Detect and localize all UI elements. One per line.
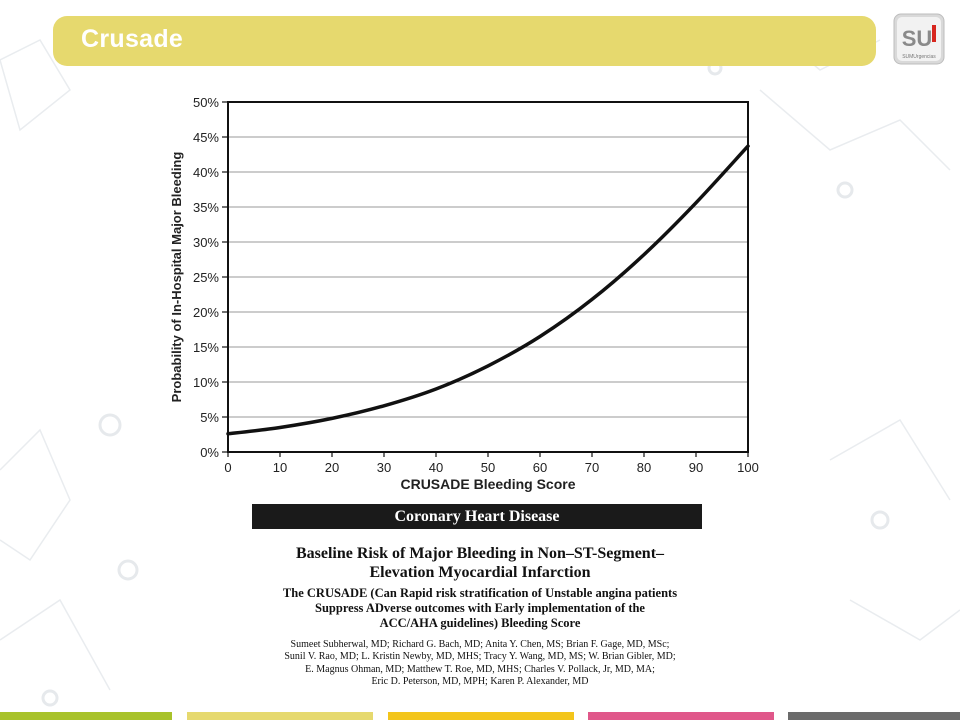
- author-line: Eric D. Peterson, MD, MPH; Karen P. Alexander, MD: [371, 675, 589, 687]
- footer-stripe: [788, 712, 960, 720]
- y-tick-label: 25%: [192, 270, 219, 285]
- article-authors: [200, 639, 760, 688]
- title-bar: [53, 16, 876, 66]
- x-tick-label: 50: [480, 460, 496, 475]
- y-tick-label: 5%: [200, 410, 219, 425]
- y-tick-label: 35%: [192, 200, 219, 215]
- article-subtitle-line: ACC/AHA guidelines) Bleeding Score: [379, 616, 581, 630]
- x-tick-label: 80: [636, 460, 652, 475]
- author-line: Sumeet Subherwal, MD; Richard G. Bach, MD; Anita Y. Chen, MS; Brian F. Gage, MD, MSc;: [290, 639, 670, 650]
- footer-stripe: [0, 712, 172, 720]
- x-tick-label: 0: [224, 460, 232, 475]
- y-tick-label: 15%: [192, 340, 219, 355]
- article-subtitle: [200, 586, 760, 631]
- section-label: Coronary Heart Disease: [394, 508, 560, 525]
- page-title: Crusade: [81, 25, 184, 53]
- x-tick-label: 10: [272, 460, 288, 475]
- x-tick-label: 60: [532, 460, 548, 475]
- su-logo-icon: [893, 13, 945, 65]
- article-subtitle-line: Suppress ADverse outcomes with Early implementation of the: [315, 601, 645, 615]
- y-tick-label: 45%: [192, 130, 219, 145]
- x-tick-label: 100: [737, 460, 759, 475]
- x-tick-label: 20: [324, 460, 340, 475]
- y-tick-label: 10%: [192, 375, 219, 390]
- y-tick-label: 40%: [192, 165, 219, 180]
- x-axis-title: CRUSADE Bleeding Score: [400, 476, 576, 492]
- article-title-line: Elevation Myocardial Infarction: [369, 564, 591, 581]
- article-title: [200, 544, 760, 582]
- article-subtitle-line: The CRUSADE (Can Rapid risk stratification of Unstable angina patients: [282, 586, 678, 600]
- author-line: Sunil V. Rao, MD; L. Kristin Newby, MD, MHS; Tracy Y. Wang, MD, MS; W. Brian Gibler, MD;: [284, 651, 676, 663]
- x-tick-label: 90: [688, 460, 704, 475]
- y-tick-label: 30%: [192, 235, 219, 250]
- x-tick-label: 40: [428, 460, 444, 475]
- y-axis-title: Probability of In-Hospital Major Bleeding: [169, 151, 184, 403]
- footer-stripe: [388, 712, 574, 720]
- article-title-line: Baseline Risk of Major Bleeding in Non–ST-Segment–: [295, 545, 665, 562]
- y-tick-label: 50%: [192, 95, 219, 110]
- footer-stripe: [187, 712, 373, 720]
- y-tick-label: 0%: [200, 445, 219, 460]
- logo-initials: SU: [901, 26, 933, 51]
- footer-stripe: [588, 712, 774, 720]
- x-tick-label: 70: [584, 460, 600, 475]
- x-tick-label: 30: [376, 460, 392, 475]
- series-line: [228, 146, 748, 434]
- section-banner: [252, 504, 702, 529]
- logo-caption: SUMUrgencias: [902, 54, 936, 60]
- author-line: E. Magnus Ohman, MD; Matthew T. Roe, MD, MHS; Charles V. Pollack, Jr, MD, MA;: [305, 663, 655, 675]
- bleeding-risk-chart: [160, 90, 770, 500]
- y-tick-label: 20%: [192, 305, 219, 320]
